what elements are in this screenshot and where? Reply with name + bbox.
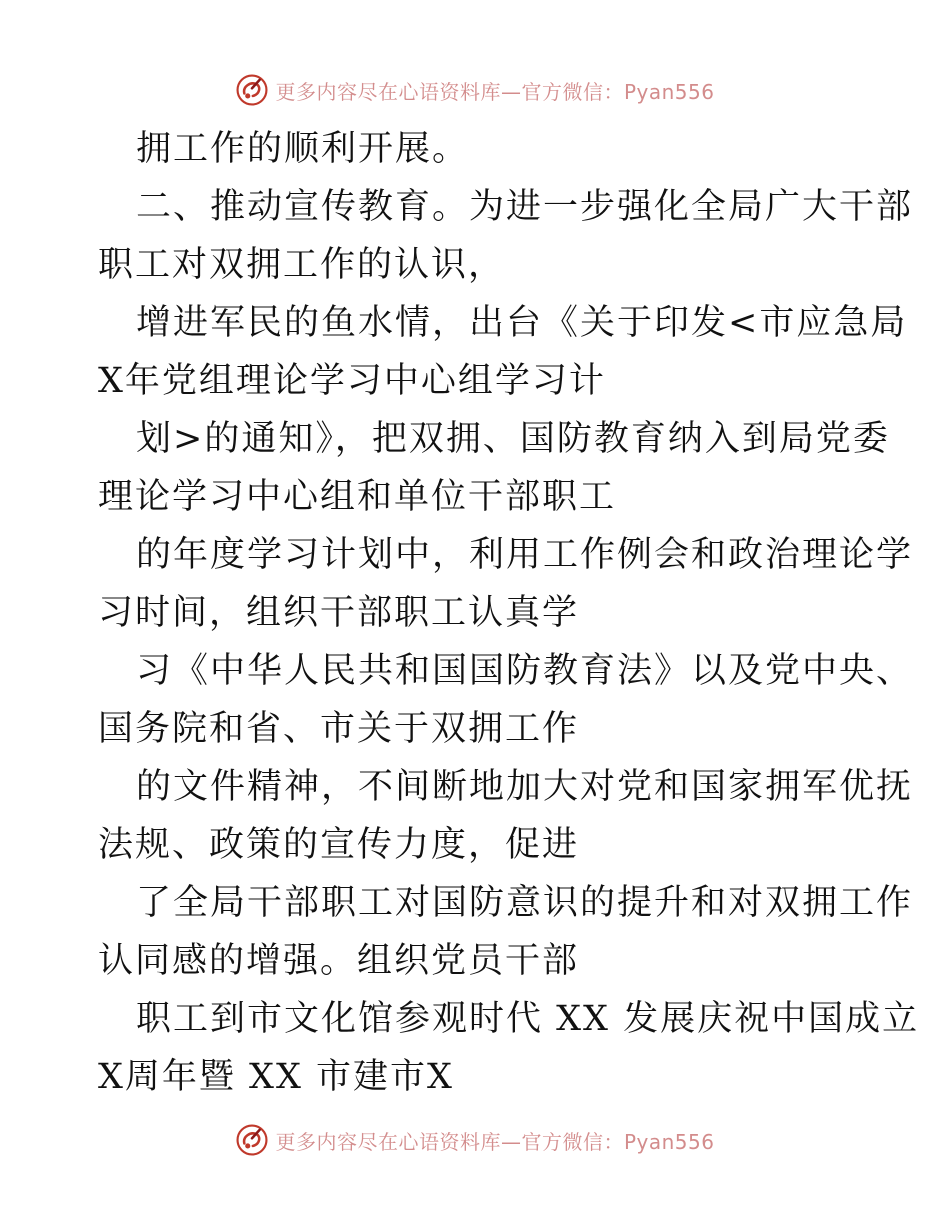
- footer-banner-text: 更多内容尽在心语资料库—官方微信：Pyan556: [275, 1129, 715, 1154]
- text-line: 了全局干部职工对国防意识的提升和对双拥工作: [136, 883, 914, 923]
- text-line: 拥工作的顺利开展。: [136, 129, 470, 169]
- text-line: 习时间，组织干部职工认真学: [98, 593, 580, 633]
- text-line: 习《中华人民共和国国防教育法》以及党中央、: [136, 651, 914, 691]
- header-watermark-banner: [0, 70, 950, 110]
- text-line: X周年暨 XX 市建市X: [98, 1057, 454, 1097]
- text-line: 增进军民的鱼水情，出台《关于印发<市应急局: [136, 303, 908, 343]
- header-banner-text: 更多内容尽在心语资料库—官方微信：Pyan556: [275, 79, 715, 104]
- text-line: 的年度学习计划中，利用工作例会和政治理论学: [136, 535, 914, 575]
- heart-swirl-logo-icon: [235, 1123, 269, 1157]
- document-body: [98, 120, 920, 1106]
- text-line: 法规、政策的宣传力度，促进: [98, 825, 580, 865]
- text-line: X年党组理论学习中心组学习计: [98, 361, 606, 401]
- text-line: 划>的通知》，把双拥、国防教育纳入到局党委: [136, 419, 890, 459]
- footer-watermark-banner: [0, 1120, 950, 1160]
- text-line: 的文件精神，不间断地加大对党和国家拥军优抚: [136, 767, 914, 807]
- text-line: 职工对双拥工作的认识，: [98, 245, 506, 285]
- text-line: 国务院和省、市关于双拥工作: [98, 709, 580, 749]
- text-line: 理论学习中心组和单位干部职工: [98, 477, 617, 517]
- text-line: 认同感的增强。组织党员干部: [98, 941, 580, 981]
- text-line: 二、推动宣传教育。为进一步强化全局广大干部: [136, 187, 914, 227]
- text-line: 职工到市文化馆参观时代 XX 发展庆祝中国成立: [136, 999, 920, 1039]
- heart-swirl-logo-icon: [235, 73, 269, 107]
